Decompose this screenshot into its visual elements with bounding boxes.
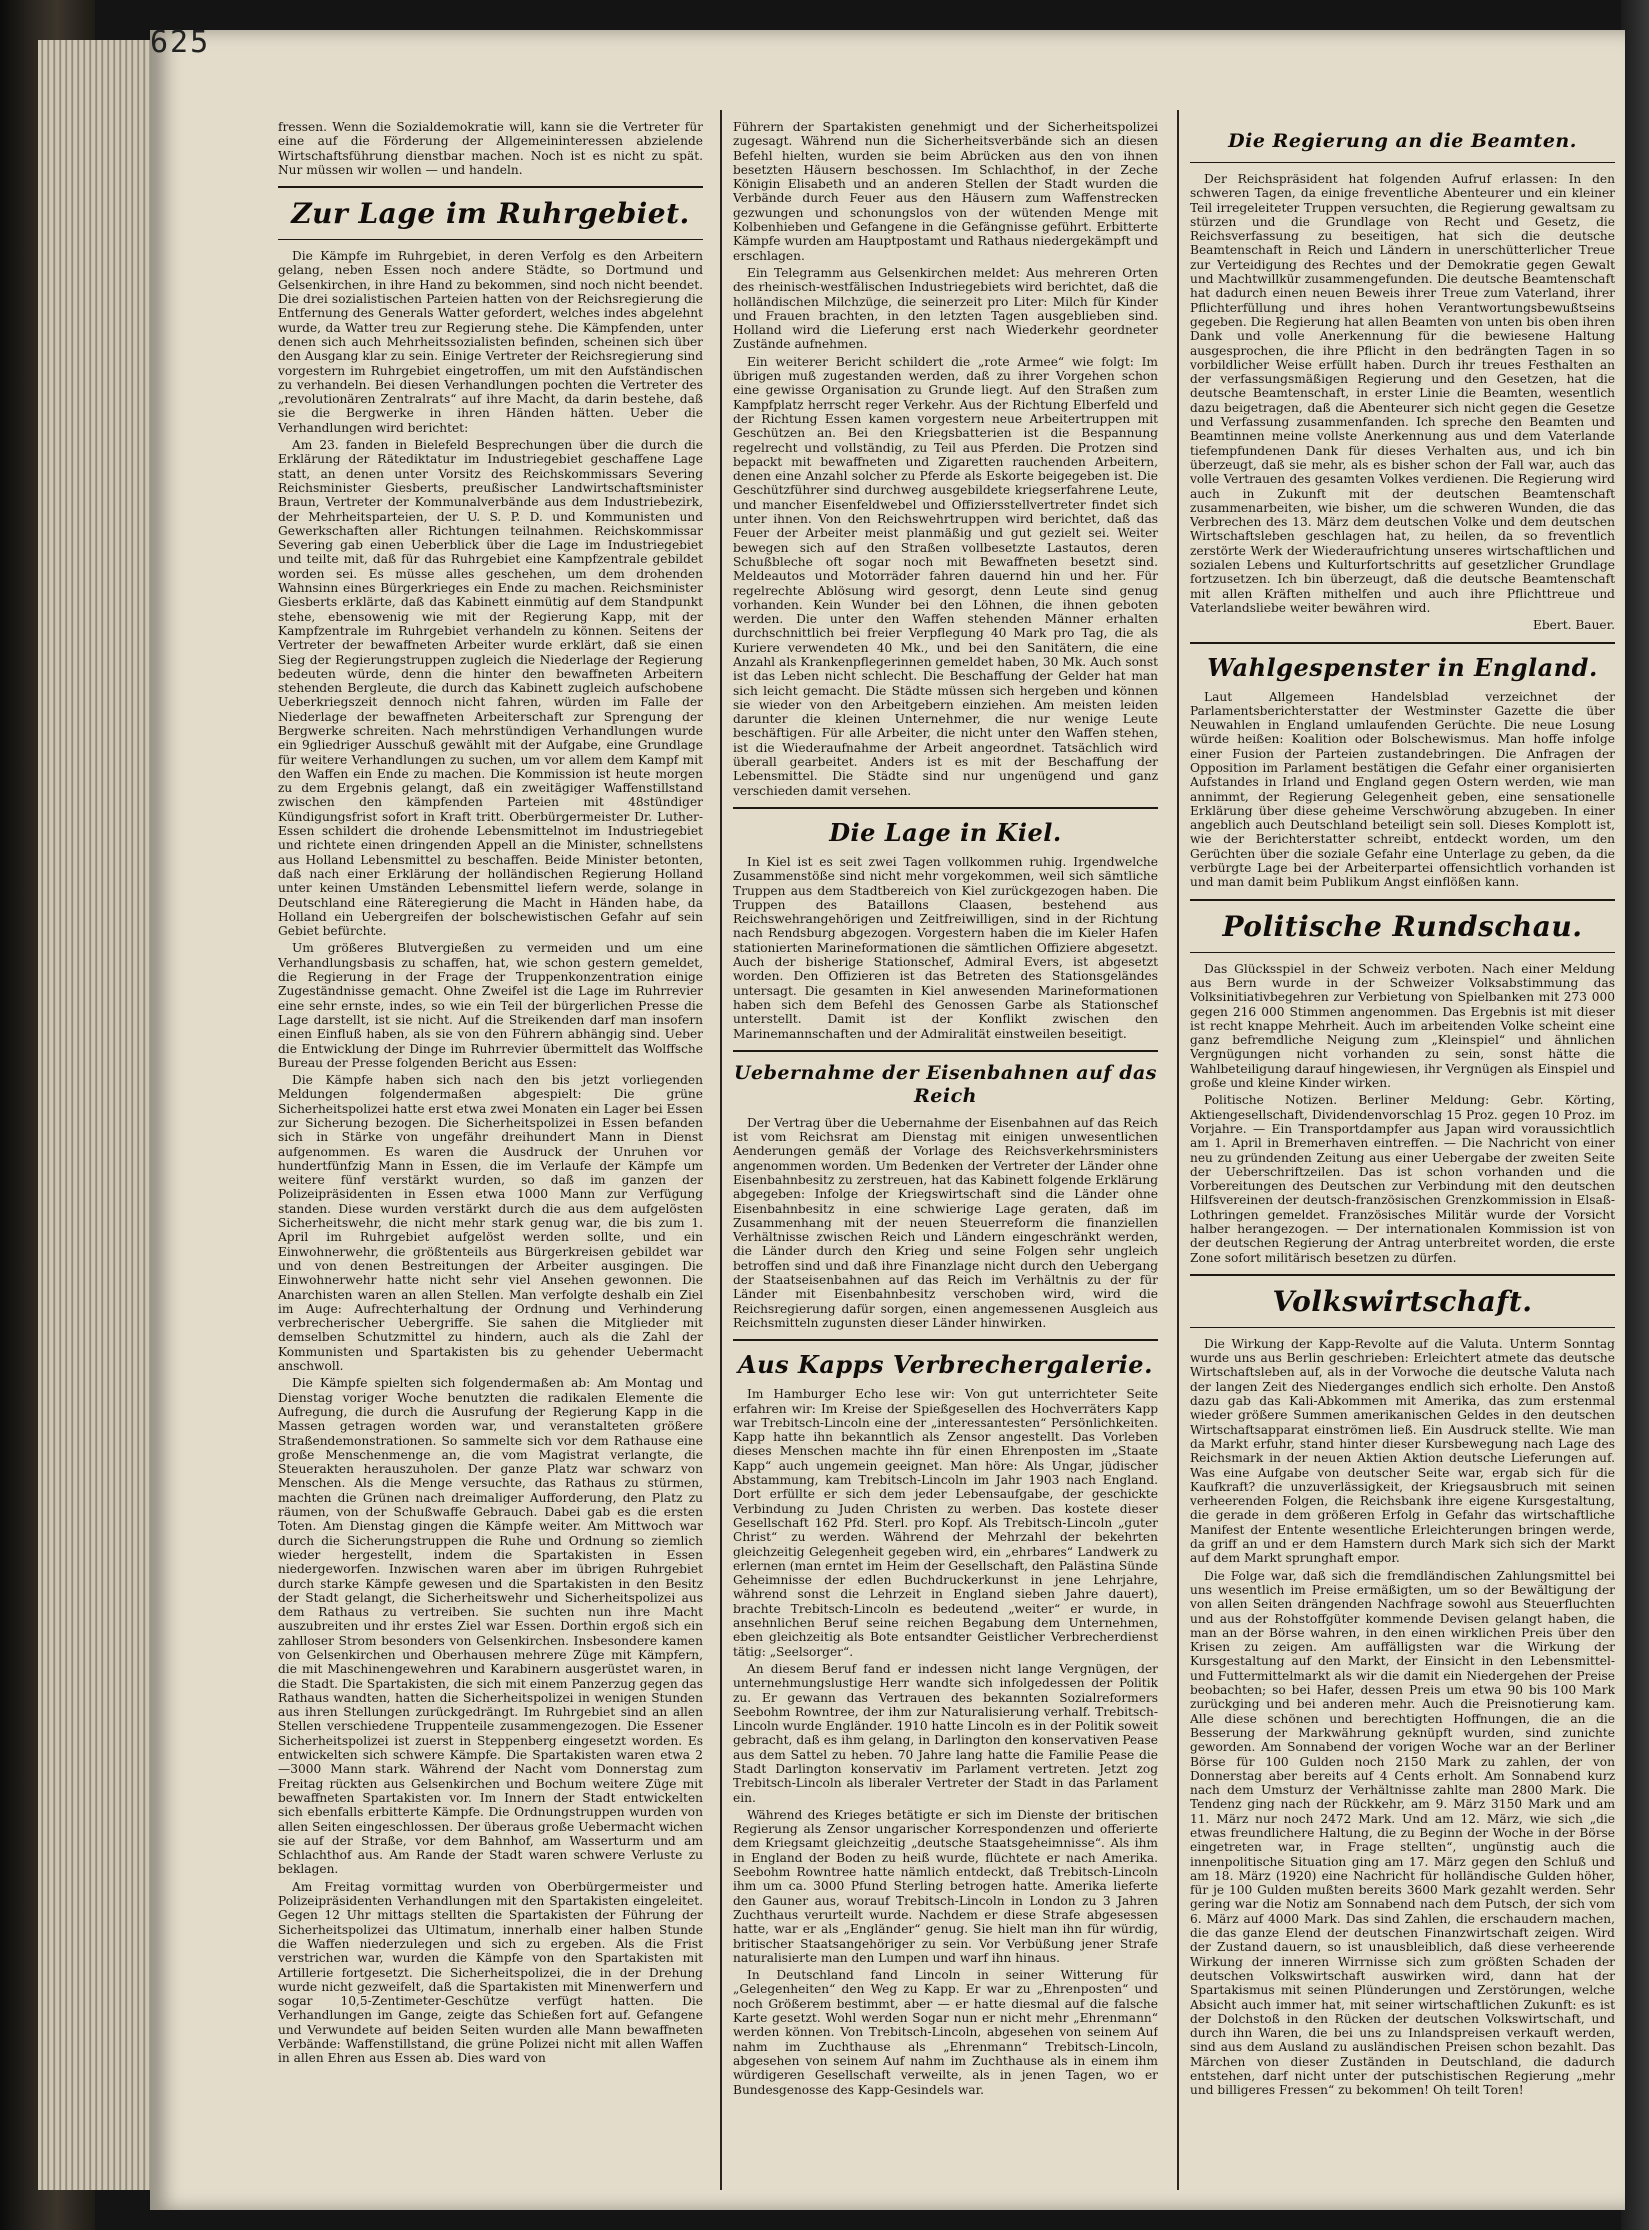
divider [278, 186, 703, 188]
paragraph: Der Reichspräsident hat folgenden Aufruf erlassen: In den schweren Tagen, da einige freventliche Abenteurer und ein kleiner Teil irregeleiteter Truppen versuchten, die Regierung gewaltsam zu stürzen und die Grundlage von Recht und Gesetz, die Reichsverfassung zu beseitigen, hat sich die deutsche Beamtenschaft in Reich und Ländern in unerschütterlicher Treue zur Verteidigung des Rechtes und der Demokratie gegen Gewalt und Machtwillkür zusammengefunden. Die deutsche Beamtenschaft hat dadurch einen neuen Beweis ihrer Treue zum Vaterland, ihrer Pflichterfüllung und ihres hohen Verantwortungsbewußtseins gegeben. Die Regierung hat allen Beamten von unten bis oben ihren Dank und volle Anerkennung für die bewiesene Haltung ausgesprochen, die ihre Pflicht in den bedrängten Tagen in so vorbildlicher Weise erfüllt haben. Durch ihr treues Festhalten an der verfassungsmäßigen Regierung und den Gesetzen, hat die deutsche Beamtenschaft, in erster Linie die Beamten, wesentlich dazu beigetragen, daß die Abenteurer sich nicht gegen die Gesetze und Verfassung zusammenfanden. Ich spreche den Beamten und Beamtinnen meine vollste Anerkennung aus und dem Vaterlande tiefempfundenen Dank für dieses Verhalten aus, und ich bin überzeugt, daß sie mehr, als es bisher schon der Fall war, auch das volle Vertrauen des gesamten Volkes verdienen. Die Regierung wird auch in Zukunft mit der deutschen Beamtenschaft zusammenarbeiten, wie bisher, um die schweren Wunden, die das Verbrechen des 13. März dem deutschen Volke und dem deutschen Wirtschaftsleben geschlagen hat, zu heilen, da so freventlich zerstörte Werk der Wiederaufrichtung unseres wirtschaftlichen und sozialen Lebens und Kulturfortschritts auf gesetzlicher Grundlage fortzusetzen. Ich bin überzeugt, daß die deutsche Beamtenschaft mit allen Kräften mithelfen und auch ihre Pflichttreue und Vaterlandsliebe weiter bewähren wird. [1190, 172, 1615, 615]
scanner-right-edge [1621, 0, 1649, 2230]
paragraph: Ein weiterer Bericht schildert die „rote Armee“ wie folgt: Im übrigen muß zugestanden werden, daß zu ihrer Vorgehen schon eine gewisse Organisation zu Grunde liegt. Auf den Straßen zum Kampfplatz herrscht reger Verkehr. Aus der Richtung Elberfeld und der Richtung Essen kamen vorgestern neue Arbeitertruppen mit Geschützen an. Bei den Kriegsbatterien ist die Bespannung regelrecht und vollständig, zu Teil aus Pferden. Die Protzen sind bepackt mit bewaffneten und Zigaretten rauchenden Arbeitern, denen eine Anzahl solcher zu Pferde als Eskorte beigegeben ist. Die Geschützführer sind durchweg ausgebildete kriegserfahrene Leute, und mancher Eisenfeldwebel und Offiziersstellvertreter findet sich unter ihnen. Von den Reichswehrtruppen wird berichtet, daß das Feuer der Arbeiter meist planmäßig und gut gezielt sei. Weiter bewegen sich auf den Straßen vollbesetzte Lastautos, deren Schußbleche oft sogar noch mit Bewaffneten besetzt sind. Meldeautos und Motorräder fahren dauernd hin und her. Für regelrechte Ablösung wird gesorgt, denn Leute sind genug vorhanden. Kein Wunder bei den Löhnen, die ihnen geboten werden. Die unter den Waffen stehenden Männer erhalten durchschnittlich bei freier Verpflegung 40 Mark pro Tag, die als Kuriere verwendeten 40 Mk., und bei den Sanitätern, die eine Anzahl als Krankenpflegerinnen gemeldet haben, 30 Mk. Auch sonst ist das Leben nicht schlecht. Die Beschaffung der Gelder hat man sich leicht gemacht. Die Städte müssen sich hergeben und können sie wieder von den Arbeitgebern einziehen. Am meisten leiden darunter die kleinen Unternehmer, die nur wenige Leute beschäftigen. Für alle Arbeiter, die nicht unter den Waffen stehen, ist die Wiederaufnahme der Arbeit angeordnet. Tatsächlich wird überall gearbeitet. Anders ist es mit der Beschaffung der Lebensmittel. Die Städte sind nur ungenügend und ganz verschieden damit versehen. [733, 354, 1158, 798]
divider [733, 807, 1158, 809]
headline-politische-rundschau: Politische Rundschau. [1222, 909, 1583, 943]
paragraph: Die Kämpfe im Ruhrgebiet, in deren Verfolg es den Arbeitern gelang, neben Essen noch andere Städte, so Dortmund und Gelsenkirchen, in ihre Hand zu bekommen, sind noch nicht beendet. Die drei sozialistischen Parteien hatten von der Reichsregierung die Entfernung des Generals Watter gefordert, welches indes abgelehnt wurde, da Watter treu zur Regierung stehe. Die Kämpfenden, unter denen sich auch Mehrheitssozialisten befinden, scheinen sich über den Ausgang klar zu sein. Einige Vertreter der Reichsregierung sind vorgestern im Ruhrgebiet eingetroffen, um mit den Aufständischen zu verhandeln. Bei diesen Verhandlungen pochten die Vertreter des „revolutionären Zentralrats“ auf ihre Macht, da darin bestehe, daß sie die Bergwerke in ihren Händen hätten. Ueber die Verhandlungen wird berichtet: [278, 249, 703, 435]
paragraph: Am 23. fanden in Bielefeld Besprechungen über die durch die Erklärung der Rätediktatur im Industriegebiet geschaffene Lage statt, an denen unter Vorsitz des Reichskommissars Severing Reichsminister Giesberts, preußischer Landwirtschaftsminister Braun, Vertreter der Kommunalverbände aus dem Industriebezirk, der Mehrheitsparteien, der U. S. P. D. und Kommunisten und Gewerkschaften aller Richtungen teilnahmen. Reichskommissar Severing gab einen Ueberblick über die Lage im Industriegebiet und teilte mit, daß für das Ruhrgebiet eine Kampfzentrale gebildet worden sei. Es müsse alles geschehen, um dem drohenden Wahnsinn eines Bürgerkrieges ein Ende zu machen. Reichsminister Giesberts erklärte, daß das Kabinett einmütig auf dem Standpunkt stehe, ebensowenig wie mit der Regierung Kapp, mit der Kampfzentrale im Ruhrgebiet verhandeln zu können. Seitens der Vertreter der bewaffneten Arbeiter wurde erklärt, daß sie einen Sieg der Regierungstruppen zugleich die Niederlage der Regierung bedeuten würde, denn die hinter den bewaffneten Arbeitern stehenden Bergleute, die durch das Kabinett zugleich aufschobene Ueberkriegszeit dennoch nicht fahren, würden im Falle der Niederlage der bewaffneten Arbeiterschaft zur Sprengung der Bergwerke schreiten. Nach mehrstündigen Verhandlungen wurde ein 9gliedriger Ausschuß gewählt mit der Aufgabe, eine Grundlage für weitere Verhandlungen zu suchen, um vor allem dem Kampf mit den Waffen ein Ende zu machen. Die Kommission ist heute morgen zu dem Ergebnis gelangt, daß ein zweitägiger Waffenstillstand zwischen den kämpfenden Parteien mit 48stündiger Kündigungsfrist sofort in Kraft tritt. Oberbürgermeister Dr. Luther-Essen schildert die drohende Lebensmittelnot im Industriegebiet und richtete einen dringenden Appell an die Minister, schnellstens aus Holland Lebensmittel zu beschaffen. Beide Minister betonten, daß nach einer Erklärung der holländischen Regierung Holland unter keinen Umständen Lebensmittel liefern werde, solange in Deutschland eine Räteregierung die Macht in Händen habe, da Holland ein Uebergreifen der bolschewistischen Gefahr auf sein Gebiet befürchte. [278, 438, 703, 939]
column-2-intro: Führern der Spartakisten genehmigt und der Sicherheitspolizei zugesagt. Während nun die Sicherheitsverbände sich an diesen Befehl hielten, wurden sie beim Abrücken aus den von ihnen besetzten Häusern beschossen. Im Schlachthof, in der Zeche Königin Elisabeth und an anderen Stellen der Stadt wurden die Verbände durch Feuer aus den Häusern zum Waffenstrecken gezwungen und schonungslos von der wütenden Menge mit Kolbenhieben und Gefangene in die Gefängnisse geführt. Erbitterte Kämpfe wurden am Hauptpostamt und Rathaus niedergekämpft und erschlagen. [733, 120, 1158, 263]
headline-kiel: Die Lage in Kiel. [829, 817, 1062, 847]
column-2 [733, 120, 1158, 2180]
paragraph: An diesem Beruf fand er indessen nicht lange Vergnügen, der unternehmungslustige Herr wandte sich infolgedessen der Politik zu. Er gewann das Vertrauen des bekannten Sozialreformers Seebohm Rowntree, der ihm zur Naturalisierung verhalf. Trebitsch-Lincoln wurde Engländer. 1910 hatte Lincoln es in der Politik soweit gebracht, daß es ihm gelang, in Darlington den konservativen Pease aus dem Sattel zu heben. 70 Jahre lang hatte die Familie Pease die Stadt Darlington konservativ im Parlament vertreten. Jetzt zog Trebitsch-Lincoln als liberaler Vertreter der Stadt in das Parlament ein. [733, 1661, 1158, 1805]
divider [278, 239, 703, 240]
paragraph: Im Hamburger Echo lese wir: Von gut unterrichteter Seite erfahren wir: Im Kreise der Spießgesellen des Hochverräters Kapp war Trebitsch-Lincoln eine der „interessantesten“ Persönlichkeiten. Kapp hatte ihn bekanntlich als Zensor angestellt. Das Vorleben dieses Menschen machte ihn für einen Ehrenposten im „Staate Kapp“ auch ungemein geeignet. Man höre: Als Ungar, jüdischer Abstammung, kam Trebitsch-Lincoln im Jahr 1903 nach England. Dort erfüllte er sich dem jeder Lebensaufgabe, der geschickte Verbindung zu Juden Christen zu werben. Das kostete dieser Gesellschaft 162 Pfd. Sterl. pro Kopf. Als Trebitsch-Lincoln „guter Christ“ zu werden. Während der Mehrzahl der bekehrten gleichzeitig Gelegenheit gegeben wird, ein „ehrbares“ Landwerk zu erlernen (man erntet im Heim der Gesellschaft, den Palästina Sünde Geheimnisse der edlen Buchdruckerkunst in jene Lehrjahre, während sonst die Lehrzeit in England sieben Jahre dauert), brachte Trebitsch-Lincoln es bedeutend „weiter“ er wurde, in ansehnlichen Beruf seine reichen Begabung dem Unternehmen, eben gleichzeitig als Bote entsandter Geistlicher Verbrecherdienst tätig: „Seelsorger“. [733, 1387, 1158, 1659]
paragraph: Laut Allgemeen Handelsblad verzeichnet der Parlamentsberichterstatter der Westminster Gazette die über Neuwahlen in England umlaufenden Gerüchte. Die neue Losung würde heißen: Koalition oder Bolschewismus. Man hoffe infolge einer Fusion der Parteien zustandebringen. Die Anfragen der Opposition im Parlament bestätigen die Gefahr einer organisierten Aufstandes in Irland und England gegen Ostern werden, wie man annimmt, der Regierung Gelegenheit geben, eine sensationelle Erklärung über diese geheime Verschwörung abzugeben. In einer angeblich auch Deutschland beteiligt sein soll. Dieses Komplott ist, wie der Berichterstatter schreibt, entdeckt worden, um den Gerüchten über die soziale Gefahr eine Unterlage zu geben, da die verbürgte Lage bei der Arbeiterpartei offensichtlich vorhanden ist und man damit beim Publikum Angst einflößen kann. [1190, 689, 1615, 890]
paragraph: Um größeres Blutvergießen zu vermeiden und um eine Verhandlungsbasis zu schaffen, hat, wie schon gestern gemeldet, die Regierung in der Frage der Truppenkonzentration einige Zugeständnisse gemacht. Ohne Zweifel ist die Lage im Ruhrrevier eine sehr ernste, indes, so wie ein Teil der bürgerlichen Presse die Lage darstellt, ist sie nicht. Auf die Streikenden darf man insofern einen Einfluß haben, als sie von den Führern abhängig sind. Ueber die Entwicklung der Dinge im Ruhrrevier übermittelt das Wolffsche Bureau der Presse folgenden Bericht aus Essen: [278, 941, 703, 1070]
headline-wahlgespenster: Wahlgespenster in England. [1207, 652, 1598, 682]
column-rule-2 [1177, 110, 1179, 2190]
newspaper-page [150, 30, 1625, 2210]
paragraph: Ein Telegramm aus Gelsenkirchen meldet: Aus mehreren Orten des rheinisch-westfälischen Industriegebiets wird berichtet, daß die holländischen Milchzüge, die seinerzeit pro Liter: Milch für Kinder und Frauen brachten, in den letzten Tagen ausgeblieben sind. Holland wird die Lieferung erst nach Wiederkehr geordneter Zustände aufnehmen. [733, 265, 1158, 352]
paragraph: Die Kämpfe spielten sich folgendermaßen ab: Am Montag und Dienstag voriger Woche benutzten die radikalen Elemente die Aufregung, die durch die Ausrufung der Regierung Kapp in die Massen getragen worden war, und veranstalteten größere Straßendemonstrationen. So sammelte sich vor dem Rathause eine große Menschenmenge an, die vom Magistrat verlangte, die Steuerakten herauszuholen. Der ganze Platz war schwarz von Menschen. Als die Menge versuchte, das Rathaus zu stürmen, machten die Grünen nach dreimaliger Aufforderung, den Platz zu räumen, von der Schußwaffe Gebrauch. Dabei gab es die ersten Toten. Am Dienstag gingen die Kämpfe weiter. Am Mittwoch war durch die Sicherungstruppen die Ruhe und Ordnung so ziemlich wieder hergestellt, indem die Spartakisten in Essen niedergeworfen. Inzwischen waren aber im übrigen Ruhrgebiet durch starke Kämpfe gewesen und die Spartakisten in den Besitz der Stadt gelangt, die Sicherheitswehr und Sicherheitspolizei aus dem Rathaus zu vertreiben. Sie suchten nun ihre Macht auszubreiten und ihr erstes Ziel war Essen. Dorthin ergoß sich ein zahlloser Strom besonders von Gelsenkirchen. Insbesondere kamen von Gelsenkirchen und Oberhausen mehrere Züge mit Kämpfern, die mit Maschinengewehren und Karabinern ausgerüstet waren, in die Stadt. Die Spartakisten, die sich mit einem Panzerzug gegen das Rathaus wandten, hatten die Sicherheitspolizei in wenigen Stunden aus ihren Stellungen zurückgedrängt. Im Ruhrgebiet sind an allen Stellen verschiedene Truppenteile zusammengezogen. Die Essener Sicherheitspolizei ist zuerst in Steppenberg eingesetzt worden. Es entwickelten sich schwere Kämpfe. Die Spartakisten waren etwa 2—3000 Mann stark. Während der Nacht vom Donnerstag zum Freitag rückten aus Gelsenkirchen und Bochum weitere Züge mit bewaffneten Spartakisten vor. Im Innern der Stadt entwickelten sich ebenfalls erbitterte Kämpfe. Die Ordnungstruppen wurden von allen Seiten eingeschlossen. Der überaus große Uebermacht wichen sie auf der Straße, vor dem Bahnhof, am Wasserturm und am Schlachthof aus. Am Rande der Stadt waren schwere Verluste zu beklagen. [278, 1376, 703, 1877]
column-1 [278, 120, 703, 2180]
divider [733, 1339, 1158, 1341]
headline-volkswirtschaft: Volkswirtschaft. [1272, 1284, 1533, 1318]
paragraph: In Kiel ist es seit zwei Tagen vollkommen ruhig. Irgendwelche Zusammenstöße sind nicht mehr vorgekommen, weil sich sämtliche Truppen aus dem Stadtbereich von Kiel zurückgezogen haben. Die Truppen des Bataillons Claasen, bestehend aus Reichswehrangehörigen und Zeitfreiwilligen, sind in der Richtung nach Rendsburg abgezogen. Vorgestern haben die im Kieler Hafen stationierten Marineformationen die sämtlichen Offiziere abgesetzt. Auch der bisherige Stationschef, Admiral Evers, ist abgesetzt worden. Den Offizieren ist das Betreten des Stationsgeländes untersagt. Die gesamten in Kiel anwesenden Marineformationen haben sich dem Befehl des Genossen Garbe als Stationschef unterstellt. Damit ist der Konflikt zwischen den Marinemannschaften und der Admiralität einstweilen beseitigt. [733, 854, 1158, 1041]
paragraph: In Deutschland fand Lincoln in seiner Witterung für „Gelegenheiten“ den Weg zu Kapp. Er war zu „Ehrenposten“ und noch Größerem bestimmt, aber — er hatte diesmal auf die falsche Karte gesetzt. Wohl werden Sogar nun er nicht mehr „Ehrenmann“ werden können. Von Trebitsch-Lincoln, abgesehen von seinem Auf nahm im Zuchthause als „Ehrenmann“ Trebitsch-Lincoln, abgesehen von seinem Auf nahm im Zuchthause als in einem ihm würdigeren Gesellschaft verweilte, als in jenen Tagen, wo er Bundesgenosse des Kapp-Gesindels war. [733, 1968, 1158, 2097]
column-rule-1 [720, 110, 722, 2190]
paragraph: Die Folge war, daß sich die fremdländischen Zahlungsmittel bei uns wesentlich im Preise ermäßigten, um so der Bewältigung der von allen Seiten drängenden Nachfrage sowohl aus Steuerfluchten und aus der Rohstoffgüter kommende Devisen gelangt haben, die man an der Börse wahren, in den einen wirklichen Preis über den Krisen zu zeigen. Am auffälligsten war die Wirkung der Kursgestaltung auf den Markt, der Einsicht in den Lebensmittel- und Futtermittelmarkt als wir die damit ein Niedergehen der Preise beobachten; so bei Hafer, dessen Preis um etwa 90 bis 100 Mark zurückging und bei anderen mehr. Auch die Preisnotierung kam. Alle diese schönen und berechtigten Hoffnungen, die an die Besserung der Markwährung geknüpft wurden, sind zunichte geworden. Am Sonnabend der vorigen Woche war an der Berliner Börse für 100 Gulden noch 2150 Mark zu zahlen, der von Donnerstag aber bereits auf 4 Cents erholt. Am Sonnabend kurz nach dem Umsturz der Verhältnisse zahlte man 2800 Mark. Die Tendenz ging nach der Rückkehr, am 9. März 3150 Mark und am 11. März nur noch 2472 Mark. Und am 12. März, wie sich „die etwas freundlichere Haltung, die zu Beginn der Woche in der Börse eingetreten war, in Frage stellten“, ungünstig auch die innenpolitische Situation ging am 17. März gegen den Schluß und am 18. März (1920) eine Nachricht für holländische Gulden höher, für je 100 Gulden mußten bereits 3600 Mark gezahlt werden. Sehr gering war die Notiz am Sonnabend nach dem Putsch, der sich vom 6. März auf 4000 Mark. Das sind Zahlen, die erschaudern machen, die das ganze Elend der deutschen Finanzwirtschaft zeigen. Wird der Zustand dauern, so ist unausbleiblich, daß diese verheerende Wirkung der inneren Wirrnisse sich zum größten Schaden der deutschen Volkswirtschaft auswirken wird, dann hat der Spartakismus mit seinen Plünderungen und Zerstörungen, welche Absicht auch immer hat, mit seiner wirtschaftlichen Zukunft: es ist der Dolchstoß in den Rücken der deutschen Volkswirtschaft, und durch ihn Waren, die bei uns zu Inlandspreisen verkauft werden, sind aus dem Ausland zu ausländischen Preisen schon bezahlt. Das Märchen von dieser Zuständen in Deutschland, die dadurch entstehen, darf nicht unter der putschistischen Regierung „mehr und billigeres Fressen“ zu bekommen! Oh teilt Toren! [1190, 1568, 1615, 2098]
headline-eisenbahnen: Uebernahme der Eisenbahnen auf das Reich [733, 1061, 1158, 1107]
column-1-intro: fressen. Wenn die Sozialdemokratie will, kann sie die Vertreter für eine auf die Förderung der Allgemeininteressen abzielende Wirtschaftsführung dienstbar machen. Noch ist es nicht zu spät. Nur müssen wir wollen — und handeln. [278, 120, 703, 177]
divider [1190, 899, 1615, 901]
paragraph: Der Vertrag über die Uebernahme der Eisenbahnen auf das Reich ist vom Reichsrat am Dienstag mit einigen unwesentlichen Aenderungen gemäß der Vorlage des Reichsverkehrsministers angenommen worden. Um Bedenken der Vertreter der Länder ohne Eisenbahnbesitz zu zerstreuen, hat das Kabinett folgende Erklärung abgegeben: Infolge der Kriegswirtschaft sind die Länder ohne Eisenbahnbesitz in eine schwierige Lage geraten, daß im Zusammenhang mit der neuen Steuerreform die finanziellen Verhältnisse zwischen Reich und Ländern eingeschränkt werden, die Länder durch den Krieg und seine Folgen sehr ungleich betroffen sind und daß ihre Finanzlage nicht durch den Uebergang der Staatseisenbahnen auf das Reich im Verhältnis zu der für Länder mit Eisenbahnbesitz verschoben wird, wird die Reichsregierung dafür sorgen, einen angemessenen Ausgleich aus Reichsmitteln zugunsten dieser Länder hinwirken. [733, 1115, 1158, 1330]
paragraph: Die Wirkung der Kapp-Revolte auf die Valuta. Unterm Sonntag wurde uns aus Berlin geschrieben: Erleichtert atmete das deutsche Wirtschaftsleben auf, als in der Vorwoche die deutsche Valuta nach der langen Zeit des Niederganges endlich sich erholte. Den Anstoß dazu gab das Kali-Abkommen mit Amerika, das zum erstenmal wieder größere Summen amerikanischen Geldes in den deutschen Wirtschaftsapparat einströmen ließ. Ein Ausdruck stellte. Wie man da Markt erfuhr, stand hinter dieser Kursbewegung nach Lage des Reichsmark in der neuen Aktien Aktion deutsche Lieferungen auf. Was eine Aufgabe von deutscher Seite war, ergab sich für die Kaufkraft? die unzuverlässigkeit, der Kriegsausbruch mit seinen verheerenden Folgen, die Reichsbank ihre eigene Kursgestaltung, die gerade in dem größeren Erfolg in Gefahr das wirtschaftliche Manifest der Entente wesentliche Erleichterungen bringen werde, da griff an und er dem Hamstern durch Mark sich sich der Markt auf dem Markt sprunghaft empor. [1190, 1336, 1615, 1566]
paragraph: Das Glücksspiel in der Schweiz verboten. Nach einer Meldung aus Bern wurde in der Schweizer Volksabstimmung das Volksinitiativbegehren zur Verbietung von Spielbanken mit 273 000 gegen 216 000 Stimmen angenommen. Das Ergebnis ist mit dieser ist recht knappe Mehrheit. Auch im arbeitenden Volke scheint eine ganz befremdliche Neigung zum „Kleinspiel“ und ähnlichen Vergnügungen nicht vorhanden zu sein, sonst hätte die Wahlbeteiligung darauf hingewiesen, ihr Vergnügen als Einspiel und große und kleine Kinder wirken. [1190, 961, 1615, 1091]
divider [733, 1050, 1158, 1052]
paragraph: Die Kämpfe haben sich nach den bis jetzt vorliegenden Meldungen folgendermaßen abgespielt: Die grüne Sicherheitspolizei hatte erst etwa zwei Monaten ein Lager bei Essen zur Sicherung bezogen. Die Sicherheitspolizei in Essen befanden sich in Stärke von ungefähr dreihundert Mann in Dienst aufgenommen. Es waren die Ausdruck der Unruhen vor hundertfünfzig Mann in Essen, die im Verlaufe der Kämpfe um weitere fünf verstärkt wurden, so daß im ganzen der Polizeipräsidenten in Essen etwa 1000 Mann zur Verfügung standen. Diese wurden verstärkt durch die aus dem aufgelösten Sicherheitswehr, die nicht mehr stark genug war, die bis zum 1. April im Ruhrgebiet aufgelöst werden sollte, und ein Einwohnerwehr, die größtenteils aus Bürgerkreisen gebildet war und von denen Bestreitungen der Arbeiter ausgingen. Die Einwohnerwehr hatte nicht sehr viel Ansehen gewonnen. Die Anarchisten waren an allen Stellen. Man verfolgte deshalb ein Ziel im Auge: Aufrechterhaltung der Ordnung und Verhinderung verbrecherischer Uebergriffe. Sie sahen die Mitglieder mit demselben Schutzmittel zu hindern, auch als die Zahl der Kommunisten und Spartakisten bis zu gehender Uebermacht anschwoll. [278, 1073, 703, 1374]
divider [1190, 1274, 1615, 1276]
headline-ruhrgebiet: Zur Lage im Ruhrgebiet. [291, 197, 690, 231]
column-3 [1190, 120, 1615, 2180]
headline-regierung-beamten: Die Regierung an die Beamten. [1228, 130, 1577, 152]
headline-verbrechergalerie: Aus Kapps Verbrechergalerie. [738, 1350, 1153, 1380]
divider [1190, 642, 1615, 644]
divider [1190, 1327, 1615, 1328]
divider [1190, 162, 1615, 163]
signature-line: Ebert. Bauer. [1532, 618, 1615, 633]
page-number: 625 [150, 25, 211, 60]
divider [1190, 952, 1615, 953]
paragraph: Während des Krieges betätigte er sich im Dienste der britischen Regierung als Zensor ungarischer Korrespondenzen und offerierte dem Kriegsamt gleichzeitig „deutsche Staatsgeheimnisse“. Als ihm in England der Boden zu heiß wurde, flüchtete er nach Amerika. Seebohm Rowntree hatte nämlich entdeckt, daß Trebitsch-Lincoln ihm um ca. 3000 Pfund Sterling betrogen hatte. Amerika lieferte den Gauner aus, worauf Trebitsch-Lincoln in London zu 3 Jahren Zuchthaus verurteilt wurde. Nachdem er diese Strafe abgesessen hatte, war er als „Engländer“ genug. Sie hielt man ihn für würdig, britischer Staatsangehöriger zu sein. Vor Verbüßung jener Strafe naturalisierte man den Lumpen und warf ihn hinaus. [733, 1807, 1158, 1965]
paragraph: Politische Notizen. Berliner Meldung: Gebr. Körting, Aktiengesellschaft, Dividendenvorschlag 15 Proz. gegen 10 Proz. im Vorjahre. — Ein Transportdampfer aus Japan wird voraussichtlich am 1. April in Bremerhaven eintreffen. — Die Nachricht von einer neu zu gründenden Zeitung aus einer Uebergabe der zweiten Seite der Ueberschriftzeilen. Das ist schon vorhanden und die Vorbereitungen des Deutschen zur Verbindung mit den deutschen Hilfsvereinen der deutsch-französischen Grenzkommission in Elsaß-Lothringen gemeldet. Französisches Militär wurde der Vorsicht halber herangezogen. — Der internationalen Kommission ist von der deutschen Regierung der Antrag unterbreitet worden, die erste Zone sofort militärisch besetzen zu dürfen. [1190, 1093, 1615, 1265]
paragraph: Am Freitag vormittag wurden von Oberbürgermeister und Polizeipräsidenten Verhandlungen mit den Spartakisten eingeleitet. Gegen 12 Uhr mittags stellten die Spartakisten der Führung der Sicherheitspolizei das Ultimatum, innerhalb einer halben Stunde die Waffen niederzulegen und sich zu ergeben. Als die Frist verstrichen war, wurden die Kämpfe von den Spartakisten mit Artillerie fortgesetzt. Die Sicherheitspolizei, die in der Drehung wurde nicht gezweifelt, daß die Spartakisten mit Minenwerfern und sogar 10,5-Zentimeter-Geschütze verfügt hatten. Die Verhandlungen im Gange, zeigte das Schießen fort auf. Gefangene und Verwundete auf beiden Seiten wurden alle Mann bewaffneten Verbände: Waffenstillstand, die grüne Polizei nicht mit allen Waffen in allen Ehren aus Essen ab. Dies ward von [278, 1879, 703, 2066]
